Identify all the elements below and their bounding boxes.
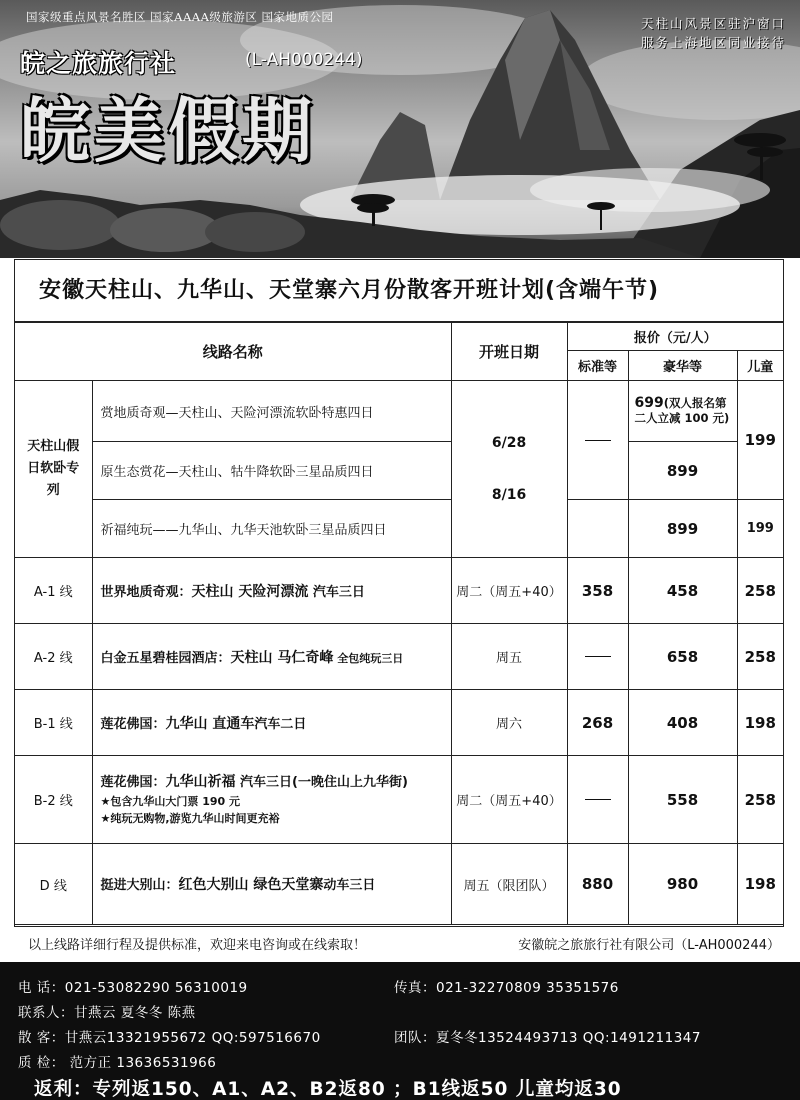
route-suffix: 全包纯玩三日	[333, 651, 404, 665]
route-text: 原生态赏花—天柱山、牯牛降软卧三星品质四日	[100, 465, 374, 480]
table-row	[15, 690, 783, 756]
quality-line: 质 检： 范方正 13636531966	[18, 1055, 217, 1071]
deluxe-price-cell: 408	[628, 690, 737, 756]
route-cell	[92, 690, 451, 756]
routes-table	[15, 322, 783, 925]
phone-line: 电 话：021-53082290 56310019	[18, 980, 248, 996]
standard-price-cell	[567, 381, 628, 500]
dash	[585, 440, 611, 441]
child-price-cell: 198	[737, 844, 783, 925]
table-row	[15, 500, 783, 558]
standard-price-cell	[567, 500, 628, 558]
route-main: 天柱山 天险河漂流	[191, 583, 309, 600]
departure-cell: 周二（周五+40）	[451, 558, 567, 624]
table-row	[15, 381, 783, 442]
route-prefix: 莲花佛国：	[100, 775, 166, 790]
deluxe-value: 699	[634, 395, 664, 411]
route-cell	[92, 558, 451, 624]
child-price-cell: 198	[737, 690, 783, 756]
deluxe-price-cell: 899	[628, 500, 737, 558]
slogan-line-1: 天柱山风景区驻沪窗口	[640, 16, 786, 31]
table-row	[15, 844, 783, 925]
contact-panel	[0, 962, 800, 1100]
child-price-cell: 258	[737, 558, 783, 624]
deluxe-price-cell: 899	[628, 442, 737, 500]
schedule-panel	[14, 259, 784, 927]
departure-cell: 周六	[451, 690, 567, 756]
deluxe-price-cell: 458	[628, 558, 737, 624]
deluxe-note-text: (双人报名第二人立减 100 元)	[634, 396, 730, 425]
group-label: 天柱山假日软卧专列	[15, 381, 92, 558]
route-suffix: 动车三日	[323, 878, 376, 893]
route-suffix: 汽车二日	[254, 716, 307, 732]
route-main: 红色大别山 绿色天堂寨	[178, 877, 324, 893]
footnote: 以上线路详细行程及提供标准，欢迎来电咨询或在线索取！	[28, 938, 367, 953]
deluxe-price-cell: 980	[628, 844, 737, 925]
standard-header: 标准等	[567, 351, 628, 381]
line-code: B-1 线	[15, 690, 92, 756]
route-text: 祈福纯玩——九华山、九华天池软卧三星品质四日	[100, 523, 387, 538]
group-dates	[451, 381, 567, 558]
departure-header: 开班日期	[451, 323, 567, 381]
route-name-header: 线路名称	[15, 323, 451, 381]
route-main: 天柱山 马仁奇峰	[230, 649, 334, 666]
brand-title: 皖美假期	[20, 90, 316, 172]
line-code: A-1 线	[15, 558, 92, 624]
rebate-line: 返利：专列返150、A1、A2、B2返80 ；B1线返50 儿童均返30	[34, 1079, 622, 1100]
license-number: (L-AH000244)	[245, 50, 363, 70]
standard-price-cell: 268	[567, 690, 628, 756]
route-cell	[92, 500, 451, 558]
route-main: 九华山 直通车	[165, 715, 255, 732]
slogan	[641, 14, 786, 52]
company-name: 安徽皖之旅旅行社有限公司（L-AH000244）	[518, 938, 780, 953]
route-line	[101, 772, 451, 793]
route-cell	[92, 844, 451, 925]
standard-price-cell: 358	[567, 558, 628, 624]
deluxe-price-cell: 558	[628, 756, 737, 844]
departure-cell: 周五（限团队）	[451, 844, 567, 925]
table-row	[15, 442, 783, 500]
route-note-2: ★纯玩无购物,游览九华山时间更充裕	[100, 812, 280, 825]
route-text: 赏地质奇观—天柱山、天险河漂流软卧特惠四日	[100, 405, 374, 421]
route-prefix: 白金五星碧桂园酒店：	[100, 650, 231, 666]
child-price-cell: 258	[737, 624, 783, 690]
deluxe-price-cell	[628, 381, 737, 442]
route-cell	[92, 756, 451, 844]
slogan-line-2: 服务上海地区同业接待	[640, 35, 786, 50]
deluxe-header: 豪华等	[628, 351, 737, 381]
honors-text: 国家级重点风景名胜区 国家AAAA级旅游区 国家地质公园	[26, 10, 334, 24]
child-price-cell: 199	[737, 500, 783, 558]
departure-cell: 周五	[451, 624, 567, 690]
line-code: A-2 线	[15, 624, 92, 690]
standard-price-cell	[567, 756, 628, 844]
route-suffix: 汽车三日(一晚住山上九华街)	[235, 775, 408, 790]
route-prefix: 挺进大别山：	[100, 878, 179, 893]
route-prefix: 莲花佛国：	[100, 716, 166, 732]
dash	[585, 799, 611, 800]
route-cell	[92, 624, 451, 690]
header-row	[15, 323, 783, 351]
fax-line: 传真：021-32270809 35351576	[394, 980, 619, 996]
departure-cell: 周二（周五+40）	[451, 756, 567, 844]
deluxe-note	[629, 396, 737, 426]
table-row	[15, 756, 783, 844]
retail-line: 散 客：甘燕云13321955672 QQ:597516670	[18, 1030, 321, 1046]
route-main: 九华山祈福	[165, 774, 236, 790]
price-header: 报价（元/人）	[567, 323, 783, 351]
route-prefix: 世界地质奇观：	[100, 584, 192, 600]
route-suffix: 汽车三日	[308, 584, 365, 600]
child-price-cell: 199	[737, 381, 783, 500]
child-header: 儿童	[737, 351, 783, 381]
dash	[585, 656, 611, 657]
date-1: 6/28	[491, 435, 527, 451]
table-row	[15, 624, 783, 690]
contacts-line: 联系人：甘燕云 夏冬冬 陈燕	[18, 1005, 196, 1021]
line-code: D 线	[15, 844, 92, 925]
table-row	[15, 558, 783, 624]
route-cell	[92, 381, 451, 442]
standard-price-cell: 880	[567, 844, 628, 925]
line-code: B-2 线	[15, 756, 92, 844]
deluxe-price-cell: 658	[628, 624, 737, 690]
group-line: 团队：夏冬冬13524493713 QQ:1491211347	[394, 1030, 701, 1046]
route-cell	[92, 442, 451, 500]
header-banner	[0, 0, 800, 258]
child-price-cell: 258	[737, 756, 783, 844]
route-note-1: ★包含九华山大门票 190 元	[100, 795, 240, 808]
agency-name: 皖之旅旅行社	[20, 49, 177, 78]
schedule-title: 安徽天柱山、九华山、天堂寨六月份散客开班计划(含端午节)	[15, 260, 783, 322]
standard-price-cell	[567, 624, 628, 690]
date-2: 8/16	[491, 487, 527, 503]
